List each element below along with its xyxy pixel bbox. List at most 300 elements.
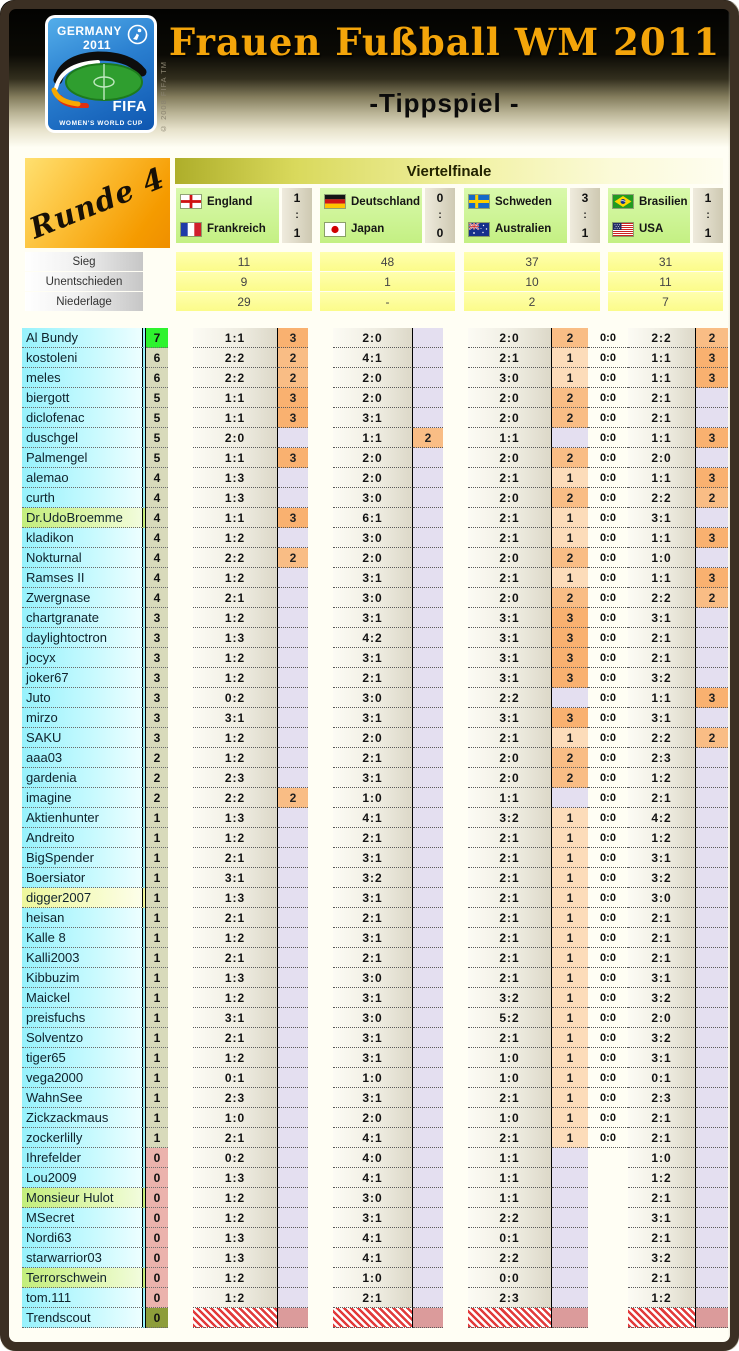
tip-cell-match3: 2:1 (468, 1088, 552, 1108)
points-cell-match4 (696, 1128, 728, 1148)
points-cell-match2 (413, 508, 443, 528)
points-cell-match1: 2 (278, 348, 308, 368)
tip-cell-match3: 2:0 (468, 748, 552, 768)
tip-cell-match4: 3:1 (628, 968, 696, 988)
points-cell-match4 (696, 1168, 728, 1188)
tip-cell-match4: 1:1 (628, 368, 696, 388)
extra-result-cell: 0:0 (588, 388, 628, 408)
spacer (443, 368, 468, 388)
spacer (308, 1148, 333, 1168)
spacer (443, 908, 468, 928)
tip-cell-match3: 2:1 (468, 1128, 552, 1148)
points-cell-match4 (696, 1228, 728, 1248)
points-cell-match1 (278, 1288, 308, 1308)
points-cell-match1 (278, 648, 308, 668)
spacer (308, 868, 333, 888)
tip-cell-match3: 3:0 (468, 368, 552, 388)
spacer (443, 948, 468, 968)
tip-cell-match2: 3:0 (333, 968, 413, 988)
total-points-cell: 1 (146, 928, 168, 948)
stage-label: Viertelfinale (406, 162, 492, 180)
spacer (443, 668, 468, 688)
points-cell-match3: 1 (552, 468, 588, 488)
team-name: Brasilien (639, 195, 688, 208)
points-cell-match1 (278, 1108, 308, 1128)
away-score: 0 (436, 226, 444, 240)
tip-cell-match2: 4:1 (333, 1128, 413, 1148)
total-points-cell: 2 (146, 748, 168, 768)
spacer (168, 508, 193, 528)
tip-cell-match1: 2:1 (193, 848, 278, 868)
table-row (22, 1128, 728, 1148)
player-name-cell: jocyx (22, 648, 146, 668)
tip-cell-match1: 1:1 (193, 328, 278, 348)
points-cell-match3: 1 (552, 988, 588, 1008)
match-teams (464, 188, 567, 243)
points-cell-match4 (696, 548, 728, 568)
flag-brazil-icon (613, 195, 633, 208)
table-row (22, 868, 728, 888)
tip-cell-match2: 2:1 (333, 1288, 413, 1308)
player-name-cell: Kalli2003 (22, 948, 146, 968)
points-cell-match3: 1 (552, 848, 588, 868)
spacer (168, 328, 193, 348)
points-cell-match4 (696, 1288, 728, 1308)
table-row (22, 348, 728, 368)
tip-cell-match4: 2:1 (628, 628, 696, 648)
points-cell-match3: 1 (552, 1068, 588, 1088)
total-points-cell: 1 (146, 1068, 168, 1088)
spacer (443, 1008, 468, 1028)
table-row (22, 488, 728, 508)
spacer (168, 1288, 193, 1308)
flag-usa-icon (613, 223, 633, 236)
spacer (168, 1168, 193, 1188)
logo-germany-label: GERMANY (57, 24, 122, 38)
player-name-cell: Andreito (22, 828, 146, 848)
total-points-cell: 3 (146, 608, 168, 628)
tip-cell-match1: 1:2 (193, 1268, 278, 1288)
points-cell-match1: 2 (278, 788, 308, 808)
round-label: Runde 4 (25, 160, 170, 246)
spacer (308, 1288, 333, 1308)
spacer (308, 528, 333, 548)
table-row (22, 1288, 728, 1308)
extra-result-cell: 0:0 (588, 728, 628, 748)
extra-result-cell: 0:0 (588, 628, 628, 648)
table-row (22, 448, 728, 468)
player-name-cell: diclofenac (22, 408, 146, 428)
spacer (308, 748, 333, 768)
spacer (168, 1228, 193, 1248)
points-cell-match2 (413, 868, 443, 888)
points-cell-match1: 3 (278, 328, 308, 348)
points-cell-match1 (278, 488, 308, 508)
tip-cell-match1: 1:1 (193, 508, 278, 528)
extra-result-cell (588, 1228, 628, 1248)
extra-result-cell: 0:0 (588, 908, 628, 928)
total-points-cell: 1 (146, 1128, 168, 1148)
spacer (168, 968, 193, 988)
match-card (320, 188, 455, 243)
spacer (308, 628, 333, 648)
tip-cell-match3: 3:1 (468, 708, 552, 728)
tip-cell-match1: 1:2 (193, 568, 278, 588)
points-cell-match3: 2 (552, 328, 588, 348)
tip-cell-match1: 1:3 (193, 968, 278, 988)
table-row (22, 588, 728, 608)
tip-cell-match2: 1:0 (333, 1068, 413, 1088)
points-cell-match2 (413, 788, 443, 808)
tip-cell-match4: 2:0 (628, 1008, 696, 1028)
extra-result-cell: 0:0 (588, 868, 628, 888)
tip-cell-match2: 2:0 (333, 728, 413, 748)
points-cell-match1 (278, 1308, 308, 1328)
extra-result-cell: 0:0 (588, 408, 628, 428)
tip-cell-match3: 2:1 (468, 928, 552, 948)
spacer (168, 888, 193, 908)
points-cell-match3 (552, 1248, 588, 1268)
tip-cell-match2: 3:1 (333, 888, 413, 908)
spacer (308, 588, 333, 608)
points-cell-match3: 2 (552, 588, 588, 608)
tip-cell-match4: 1:0 (628, 1148, 696, 1168)
team-name: Japan (351, 223, 385, 236)
points-cell-match1 (278, 1188, 308, 1208)
total-points-cell: 1 (146, 988, 168, 1008)
spacer (168, 788, 193, 808)
points-cell-match4 (696, 408, 728, 428)
points-cell-match1: 2 (278, 368, 308, 388)
points-cell-match1 (278, 588, 308, 608)
points-cell-match1 (278, 948, 308, 968)
player-name-cell: Dr.UdoBroemme (22, 508, 146, 528)
total-points-cell: 2 (146, 768, 168, 788)
tip-cell-match2: 4:1 (333, 808, 413, 828)
tip-cell-match1: 1:3 (193, 808, 278, 828)
total-points-cell: 3 (146, 648, 168, 668)
points-cell-match3 (552, 1168, 588, 1188)
tip-cell-match1: 1:2 (193, 1048, 278, 1068)
points-cell-match3: 2 (552, 448, 588, 468)
page-subtitle: -Tippspiel - (369, 88, 520, 118)
points-cell-match2 (413, 1028, 443, 1048)
player-name-cell: aaa03 (22, 748, 146, 768)
points-cell-match2 (413, 468, 443, 488)
points-cell-match2 (413, 528, 443, 548)
tip-cell-match2: 3:1 (333, 1208, 413, 1228)
points-cell-match2 (413, 408, 443, 428)
extra-result-cell: 0:0 (588, 368, 628, 388)
points-cell-match2 (413, 1288, 443, 1308)
tip-cell-match4: 3:1 (628, 848, 696, 868)
tip-cell-match3: 2:1 (468, 568, 552, 588)
points-cell-match4 (696, 1148, 728, 1168)
points-cell-match2 (413, 548, 443, 568)
tip-cell-match1: 2:1 (193, 1128, 278, 1148)
spacer (308, 828, 333, 848)
table-row (22, 428, 728, 448)
points-cell-match1 (278, 1248, 308, 1268)
points-cell-match3 (552, 1268, 588, 1288)
tip-cell-match2: 4:1 (333, 1248, 413, 1268)
table-row (22, 1308, 728, 1328)
spacer (443, 628, 468, 648)
tip-cell-match2: 2:1 (333, 908, 413, 928)
tip-cell-match2: 2:0 (333, 468, 413, 488)
tip-cell-match3: 2:0 (468, 768, 552, 788)
points-cell-match4 (696, 1188, 728, 1208)
spacer (443, 788, 468, 808)
total-points-cell: 1 (146, 968, 168, 988)
points-cell-match4 (696, 848, 728, 868)
tip-cell-match4: 3:1 (628, 1208, 696, 1228)
tip-cell-match2: 2:0 (333, 388, 413, 408)
total-points-cell: 1 (146, 828, 168, 848)
spacer (308, 1168, 333, 1188)
points-cell-match4 (696, 1068, 728, 1088)
points-cell-match2 (413, 488, 443, 508)
tip-cell-match2: 3:1 (333, 1048, 413, 1068)
total-points-cell: 1 (146, 808, 168, 828)
spacer (443, 608, 468, 628)
tip-cell-match2 (333, 1308, 413, 1328)
extra-result-cell: 0:0 (588, 448, 628, 468)
team-row (464, 216, 567, 244)
spacer (168, 1088, 193, 1108)
player-name-cell: MSecret (22, 1208, 146, 1228)
spacer (443, 1208, 468, 1228)
points-cell-match1: 3 (278, 388, 308, 408)
match-card (176, 188, 312, 243)
table-row (22, 1008, 728, 1028)
points-cell-match3: 2 (552, 548, 588, 568)
extra-result-cell: 0:0 (588, 1008, 628, 1028)
spacer (443, 1268, 468, 1288)
points-cell-match2 (413, 648, 443, 668)
spacer (168, 548, 193, 568)
table-row (22, 628, 728, 648)
player-name-cell: preisfuchs (22, 1008, 146, 1028)
spacer (168, 848, 193, 868)
total-points-cell: 5 (146, 388, 168, 408)
extra-result-cell: 0:0 (588, 668, 628, 688)
total-points-cell: 3 (146, 628, 168, 648)
points-cell-match4: 3 (696, 528, 728, 548)
points-cell-match3: 1 (552, 508, 588, 528)
table-row (22, 508, 728, 528)
points-cell-match3 (552, 688, 588, 708)
total-points-cell: 3 (146, 728, 168, 748)
tip-cell-match2: 3:0 (333, 528, 413, 548)
player-name-cell: daylightoctron (22, 628, 146, 648)
logo-fifa-label: FIFA (112, 98, 147, 115)
points-cell-match2 (413, 888, 443, 908)
points-cell-match3: 1 (552, 928, 588, 948)
player-name-cell: heisan (22, 908, 146, 928)
total-points-cell: 0 (146, 1188, 168, 1208)
total-points-cell: 4 (146, 508, 168, 528)
spacer (308, 988, 333, 1008)
extra-result-cell: 0:0 (588, 788, 628, 808)
table-row (22, 668, 728, 688)
table-row (22, 908, 728, 928)
total-points-cell: 1 (146, 1028, 168, 1048)
tip-cell-match3: 2:2 (468, 1208, 552, 1228)
spacer (308, 608, 333, 628)
spacer (308, 368, 333, 388)
spacer (443, 568, 468, 588)
table-row (22, 748, 728, 768)
points-cell-match1 (278, 868, 308, 888)
points-cell-match1 (278, 608, 308, 628)
points-cell-match3: 1 (552, 1008, 588, 1028)
stats-value: 31 (608, 252, 723, 271)
total-points-cell: 4 (146, 588, 168, 608)
spacer (168, 1268, 193, 1288)
tip-cell-match4: 2:1 (628, 1188, 696, 1208)
tip-cell-match2: 2:0 (333, 548, 413, 568)
spacer (168, 468, 193, 488)
points-cell-match1 (278, 528, 308, 548)
points-cell-match1 (278, 1148, 308, 1168)
tip-cell-match4: 2:2 (628, 488, 696, 508)
points-cell-match2: 2 (413, 428, 443, 448)
frame-bevel-bottom (0, 1342, 739, 1351)
tip-cell-match1: 2:1 (193, 1028, 278, 1048)
score-colon: : (706, 210, 710, 221)
tip-cell-match1: 1:3 (193, 468, 278, 488)
points-cell-match2 (413, 1188, 443, 1208)
player-name-cell: vega2000 (22, 1068, 146, 1088)
spacer (443, 1048, 468, 1068)
spacer (168, 948, 193, 968)
points-cell-match2 (413, 688, 443, 708)
points-cell-match2 (413, 1148, 443, 1168)
spacer (443, 688, 468, 708)
tip-cell-match1: 0:1 (193, 1068, 278, 1088)
player-name-cell: curth (22, 488, 146, 508)
points-cell-match3: 1 (552, 948, 588, 968)
woman-figure-icon (127, 24, 148, 50)
score-colon: : (583, 210, 587, 221)
spacer (443, 1068, 468, 1088)
spacer (168, 528, 193, 548)
tip-cell-match1: 2:2 (193, 788, 278, 808)
points-cell-match3: 2 (552, 388, 588, 408)
points-cell-match4 (696, 1048, 728, 1068)
points-cell-match3: 1 (552, 968, 588, 988)
tip-cell-match4: 1:1 (628, 528, 696, 548)
match-card (464, 188, 600, 243)
points-cell-match1 (278, 1048, 308, 1068)
points-cell-match3: 1 (552, 828, 588, 848)
spacer (308, 1028, 333, 1048)
tip-cell-match4: 2:1 (628, 388, 696, 408)
team-row (176, 216, 279, 244)
table-row (22, 1028, 728, 1048)
extra-result-cell: 0:0 (588, 588, 628, 608)
tip-cell-match4: 3:2 (628, 988, 696, 1008)
stats-value: 7 (608, 292, 723, 311)
spacer (308, 1248, 333, 1268)
spacer (443, 1248, 468, 1268)
tip-cell-match1: 1:2 (193, 1208, 278, 1228)
tip-cell-match4: 1:0 (628, 548, 696, 568)
total-points-cell: 1 (146, 888, 168, 908)
table-row (22, 1228, 728, 1248)
tip-cell-match2: 3:1 (333, 708, 413, 728)
spacer (168, 428, 193, 448)
extra-result-cell: 0:0 (588, 1088, 628, 1108)
points-cell-match3: 1 (552, 808, 588, 828)
spacer (168, 828, 193, 848)
tip-cell-match4: 4:2 (628, 808, 696, 828)
points-cell-match1 (278, 1088, 308, 1108)
tip-cell-match2: 3:1 (333, 568, 413, 588)
points-cell-match3: 1 (552, 1088, 588, 1108)
points-cell-match4: 3 (696, 348, 728, 368)
player-name-cell: joker67 (22, 668, 146, 688)
points-cell-match3: 1 (552, 568, 588, 588)
tip-cell-match2: 2:0 (333, 1108, 413, 1128)
extra-result-cell: 0:0 (588, 428, 628, 448)
tip-cell-match4 (628, 1308, 696, 1328)
tip-cell-match4: 2:1 (628, 648, 696, 668)
spacer (308, 648, 333, 668)
spacer (168, 748, 193, 768)
table-row (22, 688, 728, 708)
points-cell-match1 (278, 1268, 308, 1288)
total-points-cell: 7 (146, 328, 168, 348)
tip-cell-match3: 2:1 (468, 348, 552, 368)
tip-cell-match4: 1:1 (628, 348, 696, 368)
points-cell-match2 (413, 828, 443, 848)
spacer (443, 1308, 468, 1328)
tip-cell-match1 (193, 1308, 278, 1328)
points-cell-match1 (278, 988, 308, 1008)
points-cell-match2 (413, 988, 443, 1008)
spacer (308, 1088, 333, 1108)
points-cell-match1 (278, 668, 308, 688)
points-cell-match1 (278, 1008, 308, 1028)
tip-cell-match2: 3:1 (333, 928, 413, 948)
tip-cell-match2: 2:1 (333, 828, 413, 848)
table-row (22, 1108, 728, 1128)
spacer (443, 448, 468, 468)
points-cell-match2 (413, 348, 443, 368)
tip-cell-match2: 4:2 (333, 628, 413, 648)
tip-cell-match3: 2:3 (468, 1288, 552, 1308)
tip-cell-match3: 1:0 (468, 1068, 552, 1088)
tip-cell-match1: 1:1 (193, 388, 278, 408)
tip-cell-match3: 1:1 (468, 1148, 552, 1168)
tip-cell-match4: 2:2 (628, 588, 696, 608)
table-row (22, 888, 728, 908)
tip-table (22, 328, 728, 1328)
tip-cell-match3: 2:0 (468, 588, 552, 608)
extra-result-cell: 0:0 (588, 1048, 628, 1068)
spacer (443, 1028, 468, 1048)
team-name: England (207, 195, 253, 208)
points-cell-match4 (696, 1108, 728, 1128)
away-score: 1 (293, 226, 301, 240)
points-cell-match3 (552, 1308, 588, 1328)
frame-bevel-right (728, 0, 739, 1351)
points-cell-match4 (696, 968, 728, 988)
total-points-cell: 0 (146, 1248, 168, 1268)
points-cell-match1 (278, 908, 308, 928)
